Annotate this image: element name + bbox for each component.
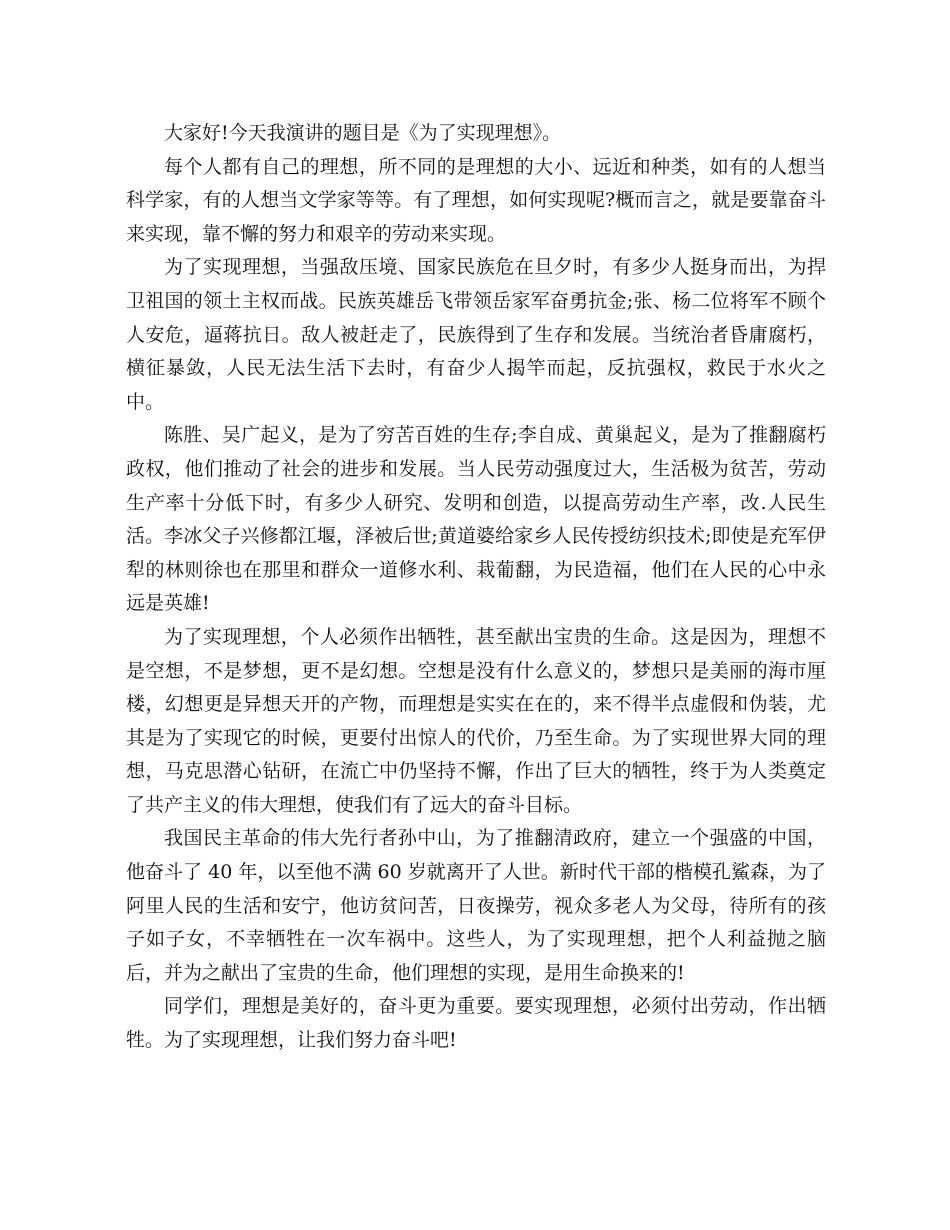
paragraph-pioneers: 我国民主革命的伟大先行者孙中山，为了推翻清政府，建立一个强盛的中国，他奋斗了 40 年，以至他不满 60 岁就离开了人世。新时代干部的楷模孔鯊森，为了阿里人民的生活和安宁，他访贫问苦，日夜操劳，视众多老人为父母，待所有的孩子如子女，不幸牺牲在一次车祸中。这些人，为了实现理想，把个人利益抛之脑后，并为之献出了宝贵的生命，他们理想的实现，是用生命换来的! [126,827,826,984]
paragraph-greeting: 大家好!今天我演讲的题目是《为了实现理想》。 [164,122,562,144]
paragraph-uprisings: 陈胜、吴广起义，是为了穷苦百姓的生存;李自成、黄巢起义，是为了推翻腐朽政权，他们推动了社会的进步和发展。当人民劳动强度过大，生活极为贫苦，劳动生产率十分低下时，有多少人研究、发明和创造，以提高劳动生产率，改.人民生活。李冰父子兴修都江堰，泽被后世;黄道婆给家乡人民传授纺织技术;即使是充军伊犁的林则徐也在那里和群众一道修水利、栽葡翻，为民造福，他们在人民的心中永远是英雄! [126,424,826,615]
paragraph-sacrifice: 为了实现理想，个人必须作出牺牲，甚至献出宝贵的生命。这是因为，理想不是空想，不是梦想，更不是幻想。空想是没有什么意义的，梦想只是美丽的海市厘楼，幻想更是异想天开的产物，而理想是实实在在的，来不得半点虚假和伪装，尤其是为了实现它的时候，更要付出惊人的代价，乃至生命。为了实现世界大同的理想，马克思潜心钻研，在流亡中仍坚持不懈，作出了巨大的牺牲，终于为人类奠定了共产主义的伟大理想，使我们有了远大的奋斗目标。 [126,625,826,816]
paragraph-closing: 同学们，理想是美好的，奋斗更为重要。要实现理想，必须付出劳动，作出牺牲。为了实现理想，让我们努力奋斗吧! [126,995,826,1052]
paragraph-national-heroes: 为了实现理想，当强敌压境、国家民族危在旦夕时，有多少人挺身而出，为捍卫祖国的领土主权而战。民族英雄岳飞带领岳家军奋勇抗金;张、杨二位将军不顾个人安危，逼蒋抗日。敌人被赶走了，民族得到了生存和发展。当统治者昏庸腐朽，横征暴敛，人民无法生活下去时，有奋少人揭竿而起，反抗强权，救民于水火之中。 [126,256,826,413]
speech-body [126,117,826,1058]
paragraph-ideals-intro: 每个人都有自己的理想，所不同的是理想的大小、远近和种类，如有的人想当科学家，有的人想当文学家等等。有了理想，如何实现呢?概而言之，就是要靠奋斗来实现，靠不懈的努力和艰辛的劳动来实现。 [126,155,826,245]
